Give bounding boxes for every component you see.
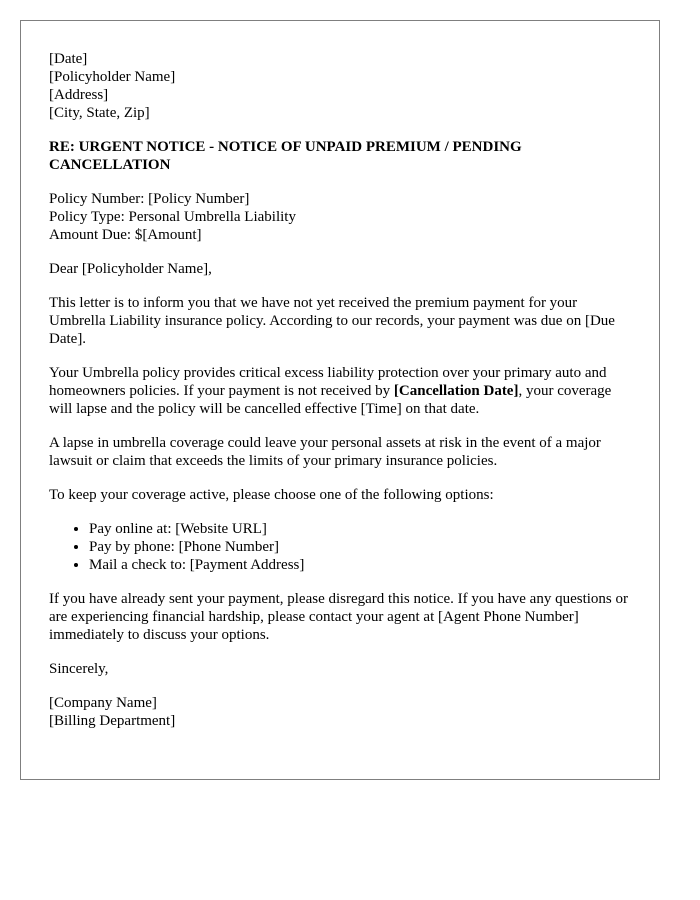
recipient-address-block xyxy=(49,50,631,122)
city-state-zip-line: [City, State, Zip] xyxy=(49,105,150,121)
paragraph-cancellation-warning xyxy=(49,364,631,418)
date-line: [Date] xyxy=(49,51,88,67)
paragraph-lapse-risk: A lapse in umbrella coverage could leave your personal assets at risk in the event of a major lawsuit or claim that exceeds the limits of your primary insurance policies. xyxy=(49,435,601,469)
paragraph-options-intro: To keep your coverage active, please choose one of the following options: xyxy=(49,487,494,503)
paragraph-cancellation-text-after: , your coverage will lapse and the policy will be cancelled effective [Time] on that date. xyxy=(49,383,612,417)
letter-page xyxy=(20,20,660,780)
company-name-line: [Company Name] xyxy=(49,695,157,711)
paragraph-payment-not-received: This letter is to inform you that we have not yet received the premium payment for your Umbrella Liability insurance policy. According to our records, your payment was due on [Due Date]. xyxy=(49,295,615,347)
subject-line: RE: URGENT NOTICE - NOTICE OF UNPAID PREMIUM / PENDING CANCELLATION xyxy=(49,139,522,173)
address-line: [Address] xyxy=(49,87,109,103)
option-pay-by-phone: • Pay by phone: [Phone Number] xyxy=(89,538,631,556)
policyholder-name-line: [Policyholder Name] xyxy=(49,69,176,85)
policy-number-line: Policy Number: [Policy Number] xyxy=(49,191,250,207)
paragraph-cancellation-text-before: Your Umbrella policy provides critical excess liability protection over your primary auto and homeowners policies. If your payment is not received by xyxy=(49,365,607,399)
option-mail-check: • Mail a check to: [Payment Address] xyxy=(89,556,631,574)
department-line: [Billing Department] xyxy=(49,713,176,729)
option-pay-online: • Pay online at: [Website URL] xyxy=(89,520,631,538)
payment-options-list xyxy=(49,520,631,574)
closing: Sincerely, xyxy=(49,661,109,677)
paragraph-disregard-contact: If you have already sent your payment, please disregard this notice. If you have any questions or are experiencing financial hardship, please contact your agent at [Agent Phone Number] immediately to discuss your options. xyxy=(49,591,628,643)
policy-info-block xyxy=(49,190,631,244)
cancellation-date-bold: [Cancellation Date] xyxy=(393,383,519,399)
amount-due-line: Amount Due: $[Amount] xyxy=(49,227,202,243)
policy-type-line: Policy Type: Personal Umbrella Liability xyxy=(49,209,296,225)
signature-block xyxy=(49,694,631,730)
salutation: Dear [Policyholder Name], xyxy=(49,261,212,277)
